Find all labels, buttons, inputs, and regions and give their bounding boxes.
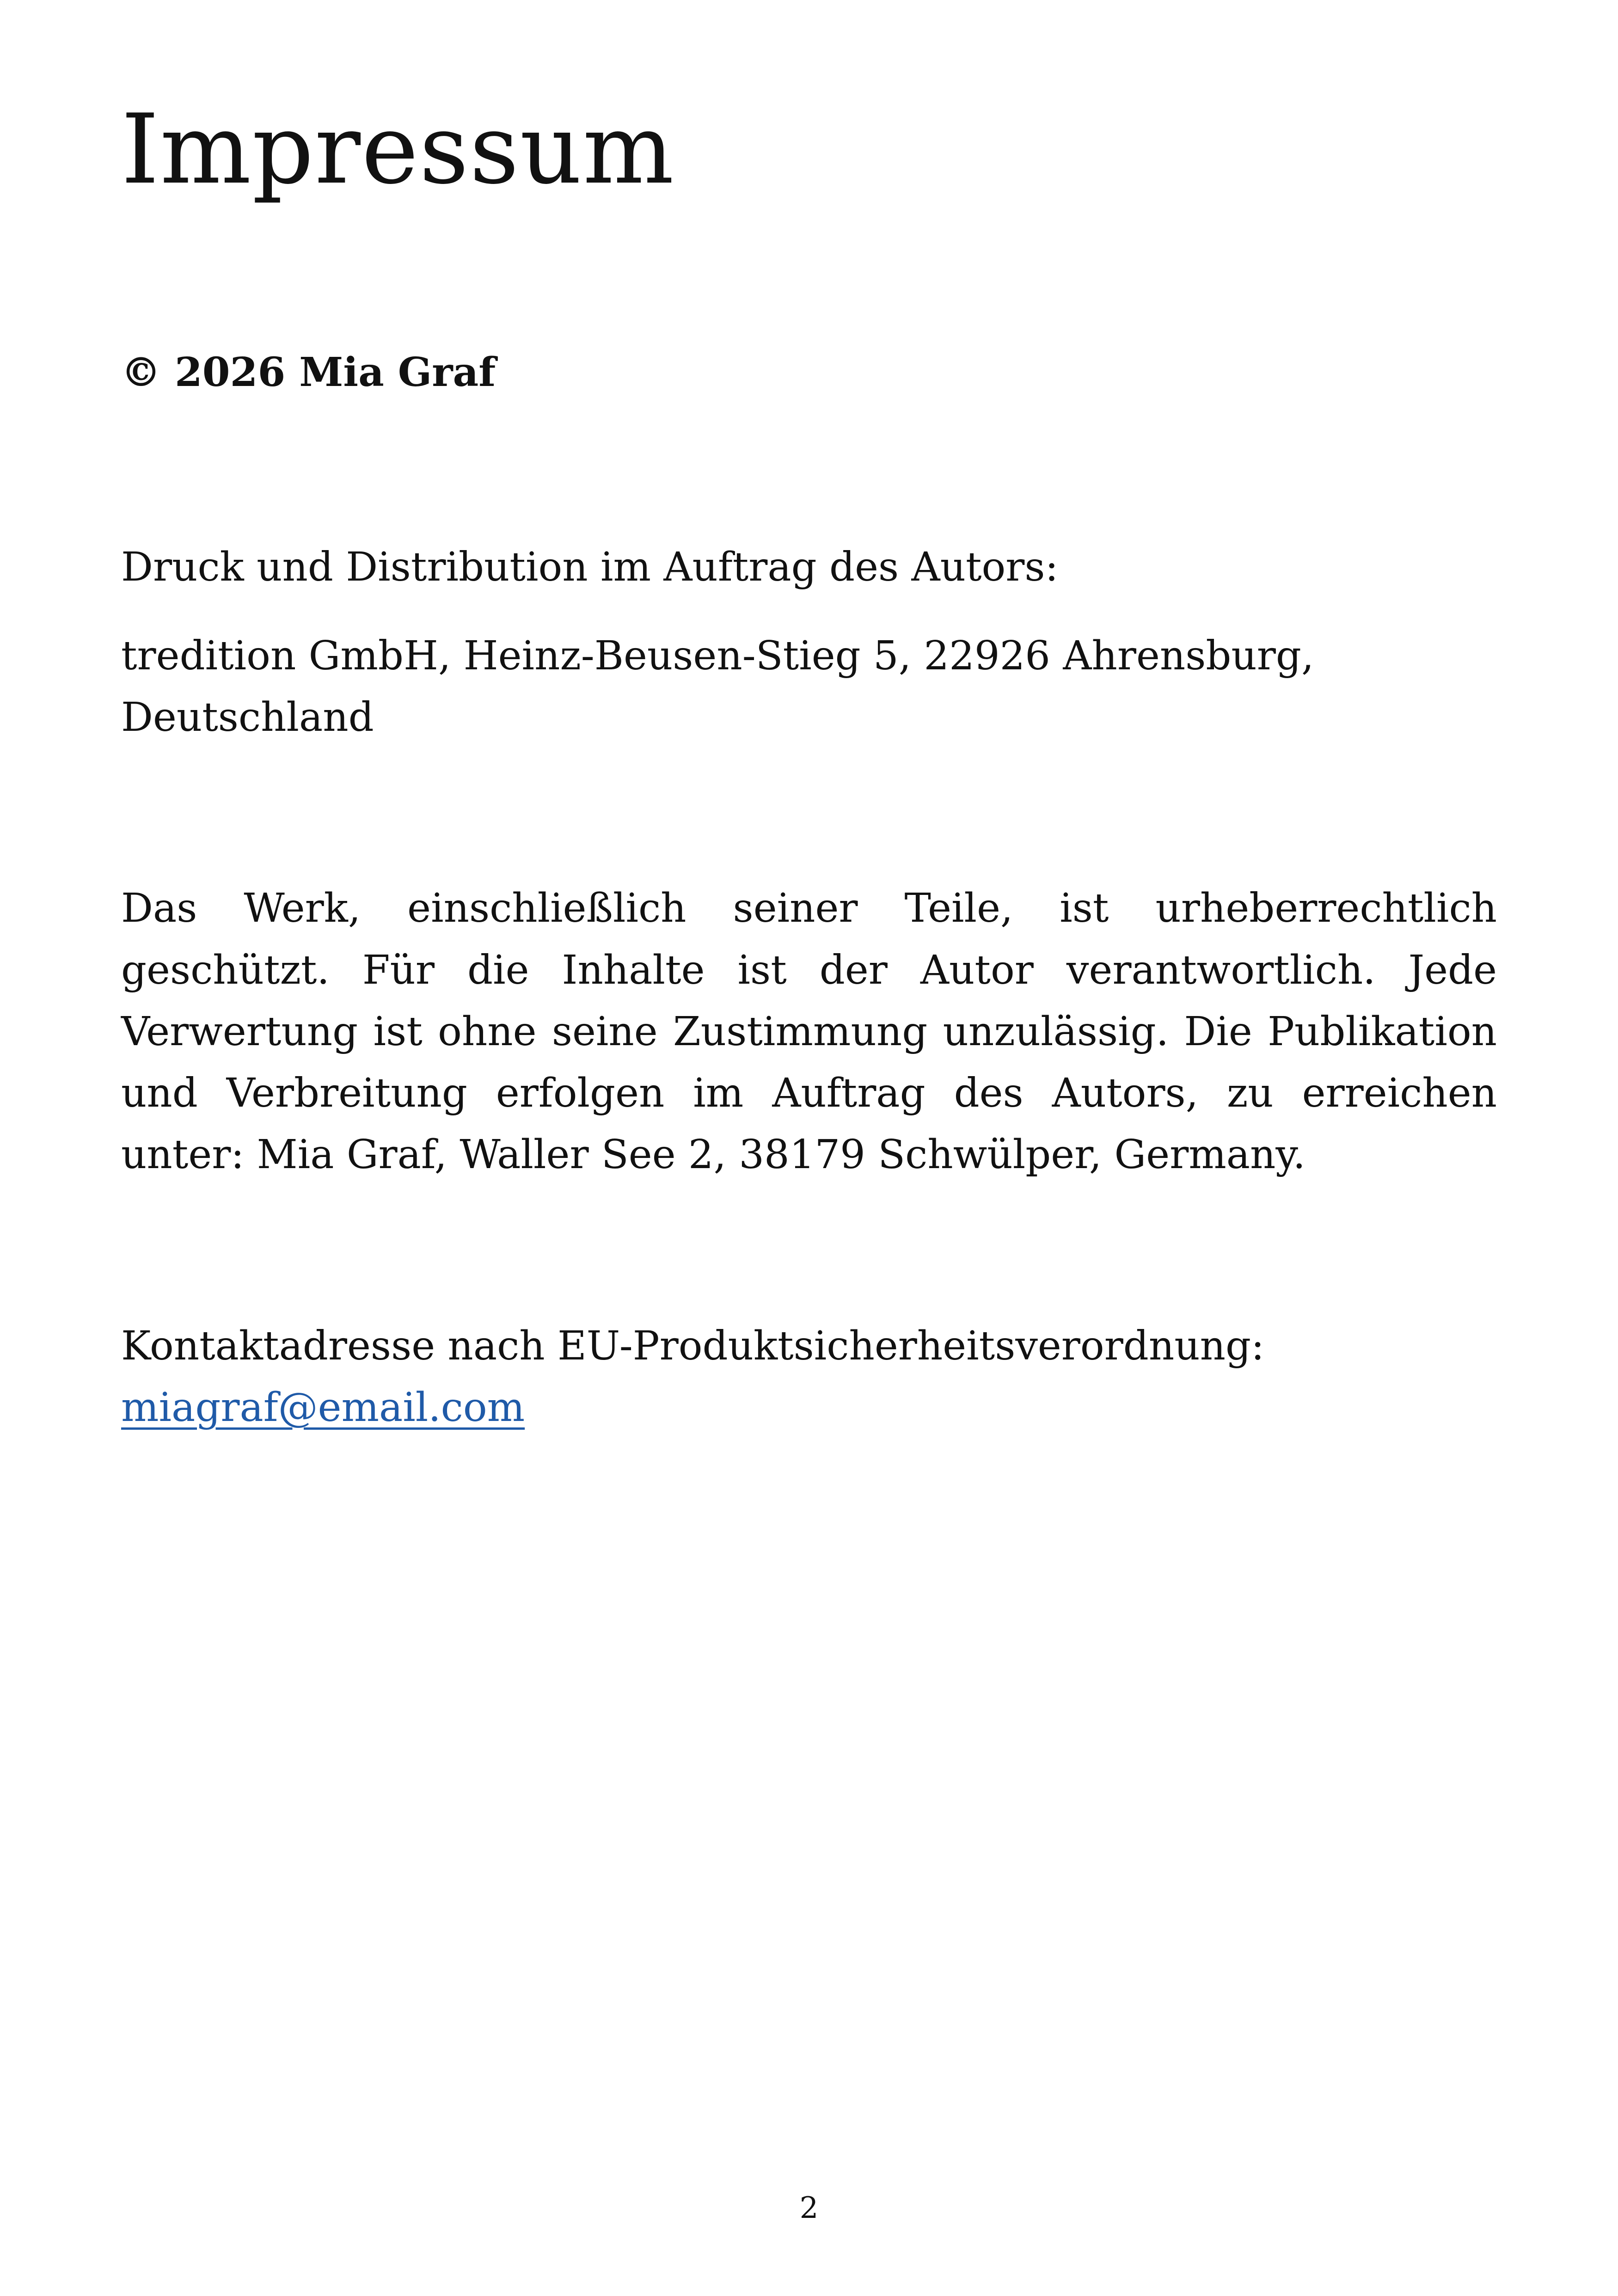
page-title: Impressum [121, 94, 675, 206]
copyright-notice-section [121, 878, 1497, 1186]
copyright-notice: Das Werk, einschließlich seiner Teile, ist urheberrechtlich geschützt. Für die Inhalte ist der Autor verantwortlich. Jede Verwertung ist ohne seine Zustimmung unzulässig. Die Publikation und Verbreitung erfolgen im Auftrag des Autors, zu erreichen unter: Mia Graf, Waller See 2, 38179 Schwülper, Germany. [121, 885, 1497, 1178]
copyright-line: © 2026 Mia Graf [121, 349, 496, 396]
print-distribution-label: Druck und Distribution im Auftrag des Autors: [121, 544, 1059, 591]
contact-section [121, 1316, 1497, 1439]
publisher-address: tredition GmbH, Heinz-Beusen-Stieg 5, 22926 Ahrensburg, Deutschland [121, 632, 1314, 741]
page-number: 2 [799, 2191, 819, 2225]
impressum-content [121, 92, 1497, 1439]
contact-email-link[interactable]: miagraf@email.com [121, 1384, 525, 1431]
print-distribution-section [121, 537, 1497, 748]
contact-label: Kontaktadresse nach EU-Produktsicherheitsverordnung: [121, 1322, 1265, 1369]
